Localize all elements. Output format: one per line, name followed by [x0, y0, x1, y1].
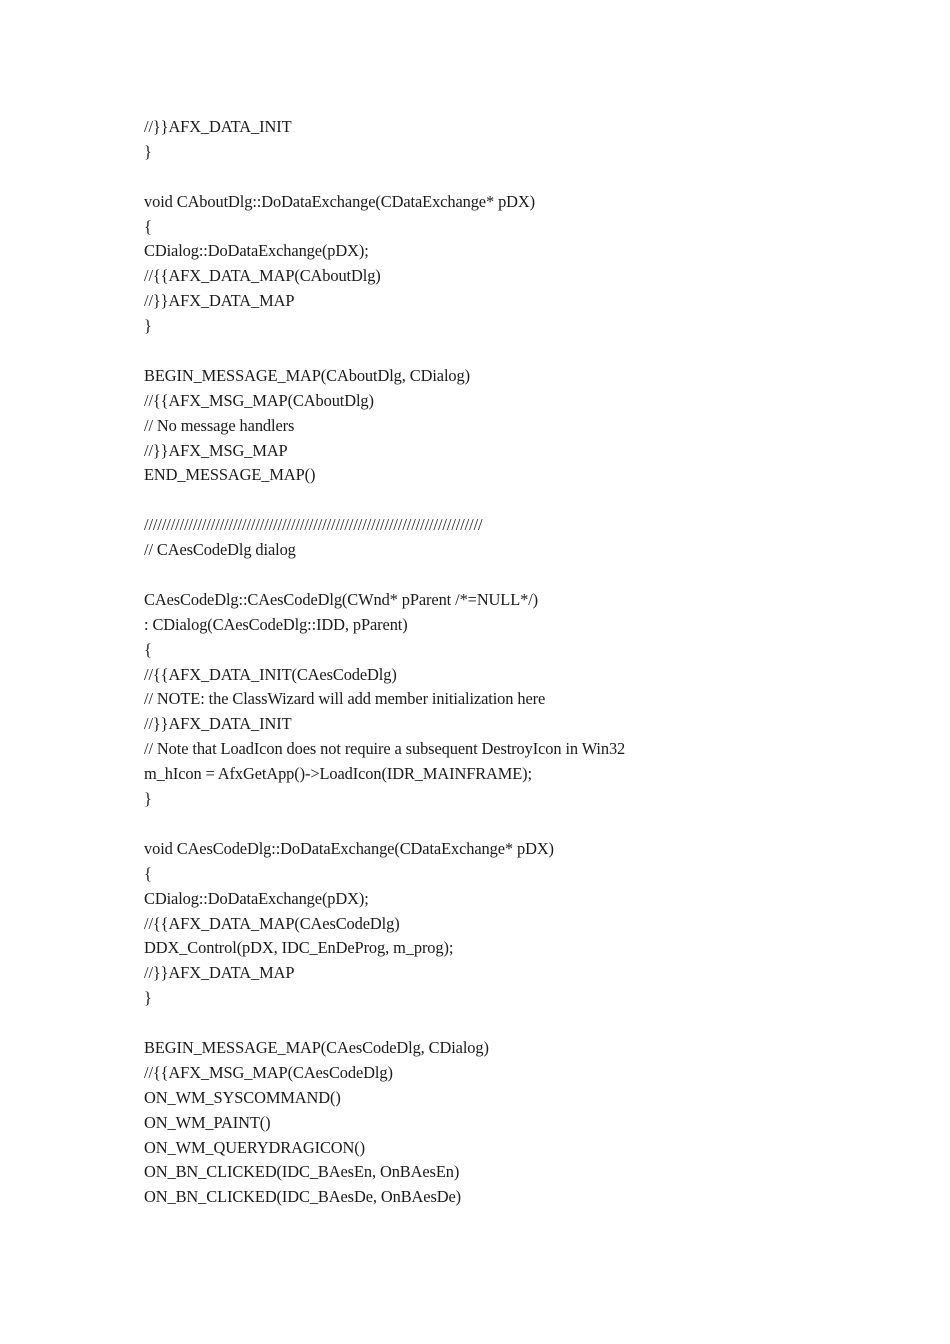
blank-line [144, 165, 924, 190]
code-line: // Note that LoadIcon does not require a subsequent DestroyIcon in Win32 [144, 739, 626, 759]
code-line: : CDialog(CAesCodeDlg::IDD, pParent) [144, 614, 408, 634]
blank-line [144, 563, 924, 588]
code-line: //{{AFX_MSG_MAP(CAesCodeDlg) [144, 1062, 393, 1082]
code-line: { [144, 863, 152, 883]
code-line: CAesCodeDlg::CAesCodeDlg(CWnd* pParent /*=NULL*/) [144, 589, 539, 609]
code-line: CDialog::DoDataExchange(pDX); [144, 241, 369, 261]
code-line: //}}AFX_MSG_MAP [144, 440, 288, 460]
code-line: //{{AFX_DATA_MAP(CAboutDlg) [144, 266, 381, 286]
code-line: void CAboutDlg::DoDataExchange(CDataExchange* pDX) [144, 191, 536, 211]
code-line: //{{AFX_DATA_MAP(CAesCodeDlg) [144, 913, 400, 933]
code-line: { [144, 216, 152, 236]
code-line: ON_BN_CLICKED(IDC_BAesEn, OnBAesEn) [144, 1162, 460, 1182]
blank-line [144, 1011, 924, 1036]
code-line: } [144, 988, 152, 1008]
code-line: END_MESSAGE_MAP() [144, 465, 316, 485]
code-line: //}}AFX_DATA_MAP [144, 291, 295, 311]
code-line: //}}AFX_DATA_INIT [144, 714, 292, 734]
code-line: m_hIcon = AfxGetApp()->LoadIcon(IDR_MAINFRAME); [144, 764, 532, 784]
code-line: // CAesCodeDlg dialog [144, 540, 296, 560]
code-line: ON_WM_QUERYDRAGICON() [144, 1137, 365, 1157]
code-line: } [144, 141, 152, 161]
code-line: void CAesCodeDlg::DoDataExchange(CDataExchange* pDX) [144, 838, 554, 858]
code-line: //{{AFX_DATA_INIT(CAesCodeDlg) [144, 664, 397, 684]
code-line: } [144, 789, 152, 809]
code-line: //}}AFX_DATA_MAP [144, 963, 295, 983]
blank-line [144, 488, 924, 513]
code-line: //}}AFX_DATA_INIT [144, 117, 292, 136]
blank-line [144, 339, 924, 364]
code-line: //////////////////////////////////////////////////////////////////////////// [144, 515, 483, 535]
code-line: // NOTE: the ClassWizard will add member initialization here [144, 689, 546, 709]
code-line: { [144, 639, 152, 659]
code-line: ON_BN_CLICKED(IDC_BAesDe, OnBAesDe) [144, 1187, 461, 1207]
code-line: BEGIN_MESSAGE_MAP(CAesCodeDlg, CDialog) [144, 1037, 489, 1057]
source-code-listing [144, 115, 924, 1210]
code-line: ON_WM_SYSCOMMAND() [144, 1087, 341, 1107]
code-line: ON_WM_PAINT() [144, 1112, 271, 1132]
code-line: // No message handlers [144, 415, 295, 435]
code-line: //{{AFX_MSG_MAP(CAboutDlg) [144, 390, 374, 410]
code-line: CDialog::DoDataExchange(pDX); [144, 888, 369, 908]
code-line: BEGIN_MESSAGE_MAP(CAboutDlg, CDialog) [144, 365, 470, 385]
blank-line [144, 812, 924, 837]
code-line: DDX_Control(pDX, IDC_EnDeProg, m_prog); [144, 938, 454, 958]
code-line: } [144, 316, 152, 336]
